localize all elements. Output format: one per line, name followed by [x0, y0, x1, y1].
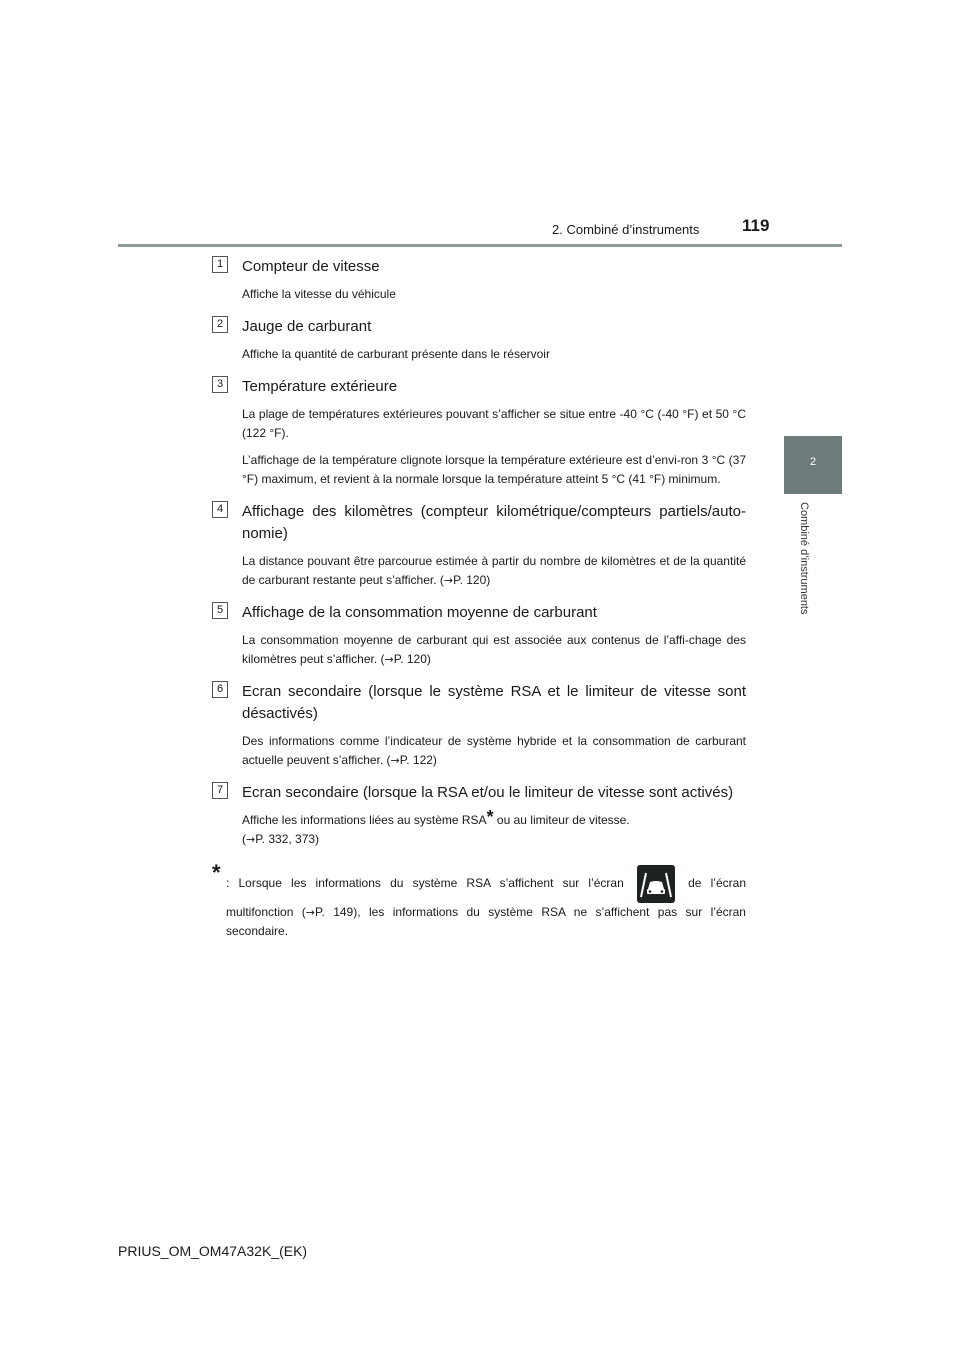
arrow-icon: → [443, 574, 454, 587]
chapter-tab [784, 436, 842, 494]
chapter-label: Combiné d’instruments [798, 502, 810, 615]
page-reference: P. 120) [393, 652, 431, 666]
item-desc: L’affichage de la température clignote lorsque la température extérieure est d’envi-ron 3 °C (37 °F) maximum, et revient à la normale lorsque la température atteint 5 °C (41 °F) minimum. [242, 453, 746, 486]
item-desc-text: Affiche les informations liées au système RSA [242, 813, 487, 827]
item-number: 1 [212, 256, 228, 273]
footnote-text: : Lorsque les informations du système RSA s’affichent sur l’écran [226, 876, 624, 891]
list-item [212, 681, 746, 770]
page-reference: P. 332, 373) [255, 832, 320, 846]
asterisk-icon: * [212, 860, 221, 885]
item-number: 2 [212, 316, 228, 333]
page-number: 119 [742, 216, 770, 235]
list-item [212, 501, 746, 590]
item-title: Affichage de la consommation moyenne de carburant [242, 604, 597, 621]
item-desc-text: La distance pouvant être parcourue estimée à partir du nombre de kilomètres et de la quantité de carburant restante peut s’afficher. ( [242, 554, 746, 587]
item-desc-text: Des informations comme l’indicateur de système hybride et la consommation de carburant actuelle peuvent s’afficher. ( [242, 734, 746, 767]
list-item [212, 602, 746, 669]
document-code: PRIUS_OM_OM47A32K_(EK) [118, 1243, 308, 1259]
arrow-icon: → [384, 653, 394, 666]
list-item [212, 256, 746, 304]
footnote-text: de l’écran multifonction ( [226, 876, 746, 919]
item-desc [242, 552, 746, 590]
item-desc: Affiche la quantité de carburant présente dans le réservoir [242, 347, 550, 361]
item-desc [242, 631, 746, 669]
item-title: Ecran secondaire (lorsque la RSA et/ou le limiteur de vitesse sont activés) [242, 784, 734, 801]
arrow-icon: → [246, 833, 256, 846]
asterisk-icon: * [486, 807, 494, 827]
footnote [212, 860, 746, 941]
header-rule [118, 244, 842, 247]
item-number: 5 [212, 602, 228, 619]
driving-assist-screen-icon [637, 865, 675, 903]
item-desc-text: ou au limiteur de vitesse. [493, 813, 630, 827]
section-title: 2. Combiné d’instruments [552, 222, 700, 237]
item-number: 7 [212, 782, 228, 799]
page-reference: P. 149), les informations du système RSA ne s’affichent pas sur l’écran secondaire. [226, 905, 746, 938]
arrow-icon: → [390, 754, 400, 767]
item-desc: Affiche la vitesse du véhicule [242, 287, 396, 301]
item-number: 6 [212, 681, 228, 698]
item-number: 3 [212, 376, 228, 393]
item-desc [242, 732, 746, 770]
page-reference: P. 122) [399, 753, 437, 767]
item-desc: Affiche les informations liées au système RSA* ou au limiteur de vitesse. (→P. 332, 373) [242, 807, 630, 846]
list-item [212, 376, 746, 489]
chapter-number: 2 [809, 456, 817, 468]
item-title: Compteur de vitesse [242, 258, 380, 275]
item-title: Jauge de carburant [242, 318, 372, 335]
list-item [212, 316, 746, 364]
list-item [212, 782, 746, 849]
item-title: Température extérieure [242, 378, 398, 395]
item-number: 4 [212, 501, 228, 518]
item-title: Ecran secondaire (lorsque le système RSA et le limiteur de vitesse sont désactivés) [242, 683, 746, 722]
item-list [212, 256, 746, 941]
item-desc-text: La consommation moyenne de carburant qui est associée aux contenus de l’affi-chage des kilomètres peut s’afficher. ( [242, 633, 746, 666]
arrow-icon: → [305, 906, 315, 919]
item-desc: La plage de températures extérieures pouvant s’afficher se situe entre -40 °C (-40 °F) et 50 °C (122 °F). [242, 407, 746, 440]
item-title: Affichage des kilomètres (compteur kilométrique/compteurs partiels/auto-nomie) [242, 503, 746, 542]
page-reference: P. 120) [453, 573, 491, 587]
